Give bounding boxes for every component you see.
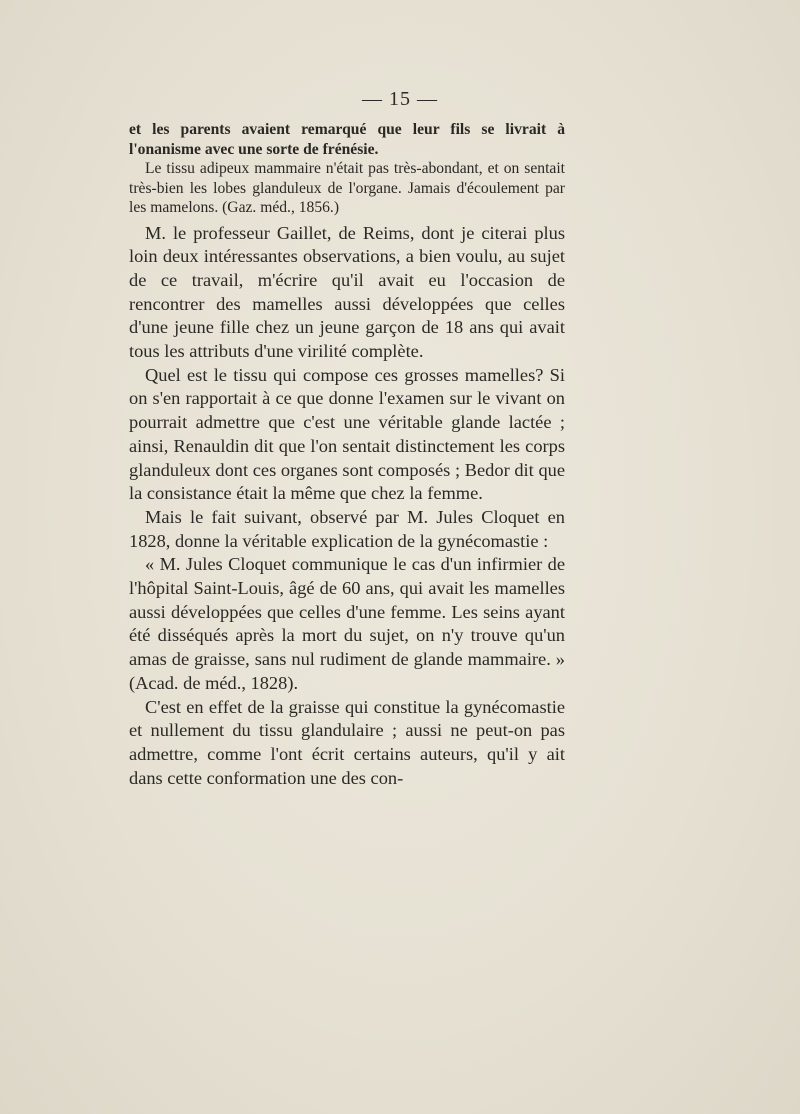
- paragraph-1: et les parents avaient remarqué que leur fils se livrait à l'onanisme avec une sorte de frénésie.: [129, 121, 565, 158]
- paragraph-6-quotation: « M. Jules Cloquet communique le cas d'un infirmier de l'hôpital Saint-Louis, âgé de 60 ans, qui avait les mamelles aussi développées que celles d'une femme. Les seins ayant été disséqués après la mort du sujet, on n'y trouve qu'un amas de graisse, sans nul rudiment de glande mammaire. » (Acad. de méd., 1828).: [129, 554, 565, 693]
- body-text: [129, 120, 565, 790]
- page-number: — 15 —: [362, 88, 438, 110]
- paragraph-5: Mais le fait suivant, observé par M. Jules Cloquet en 1828, donne la véritable explication de la gynécomastie :: [129, 506, 565, 551]
- paragraph-3: M. le professeur Gaillet, de Reims, dont je citerai plus loin deux intéressantes observations, a bien voulu, au sujet de ce travail, m'écrire qu'il avait eu l'occasion de rencontrer des mamelles aussi développées que celles d'une jeune fille chez un jeune garçon de 18 ans qui avait tous les attributs d'une virilité complète.: [129, 222, 565, 362]
- paragraph-2: Le tissu adipeux mammaire n'était pas très-abondant, et on sentait très-bien les lobes glanduleux de l'organe. Jamais d'écoulement par les mamelons. (Gaz. méd., 1856.): [129, 160, 565, 216]
- paragraph-4: Quel est le tissu qui compose ces grosses mamelles? Si on s'en rapportait à ce que donne l'examen sur le vivant on pourrait admettre que c'est une véritable glande lactée ; ainsi, Renauldin dit que l'on sentait distinctement les corps glanduleux dont ces organes sont composés ; Bedor dit que la consistance était la même que chez la femme.: [129, 364, 565, 504]
- main-text-block: [129, 222, 565, 791]
- paragraph-7: C'est en effet de la graisse qui constitue la gynécomastie et nullement du tissu glandulaire ; aussi ne peut-on pas admettre, comme l'ont écrit certains auteurs, qu'il y ait dans cette conformation une des con-: [129, 696, 565, 788]
